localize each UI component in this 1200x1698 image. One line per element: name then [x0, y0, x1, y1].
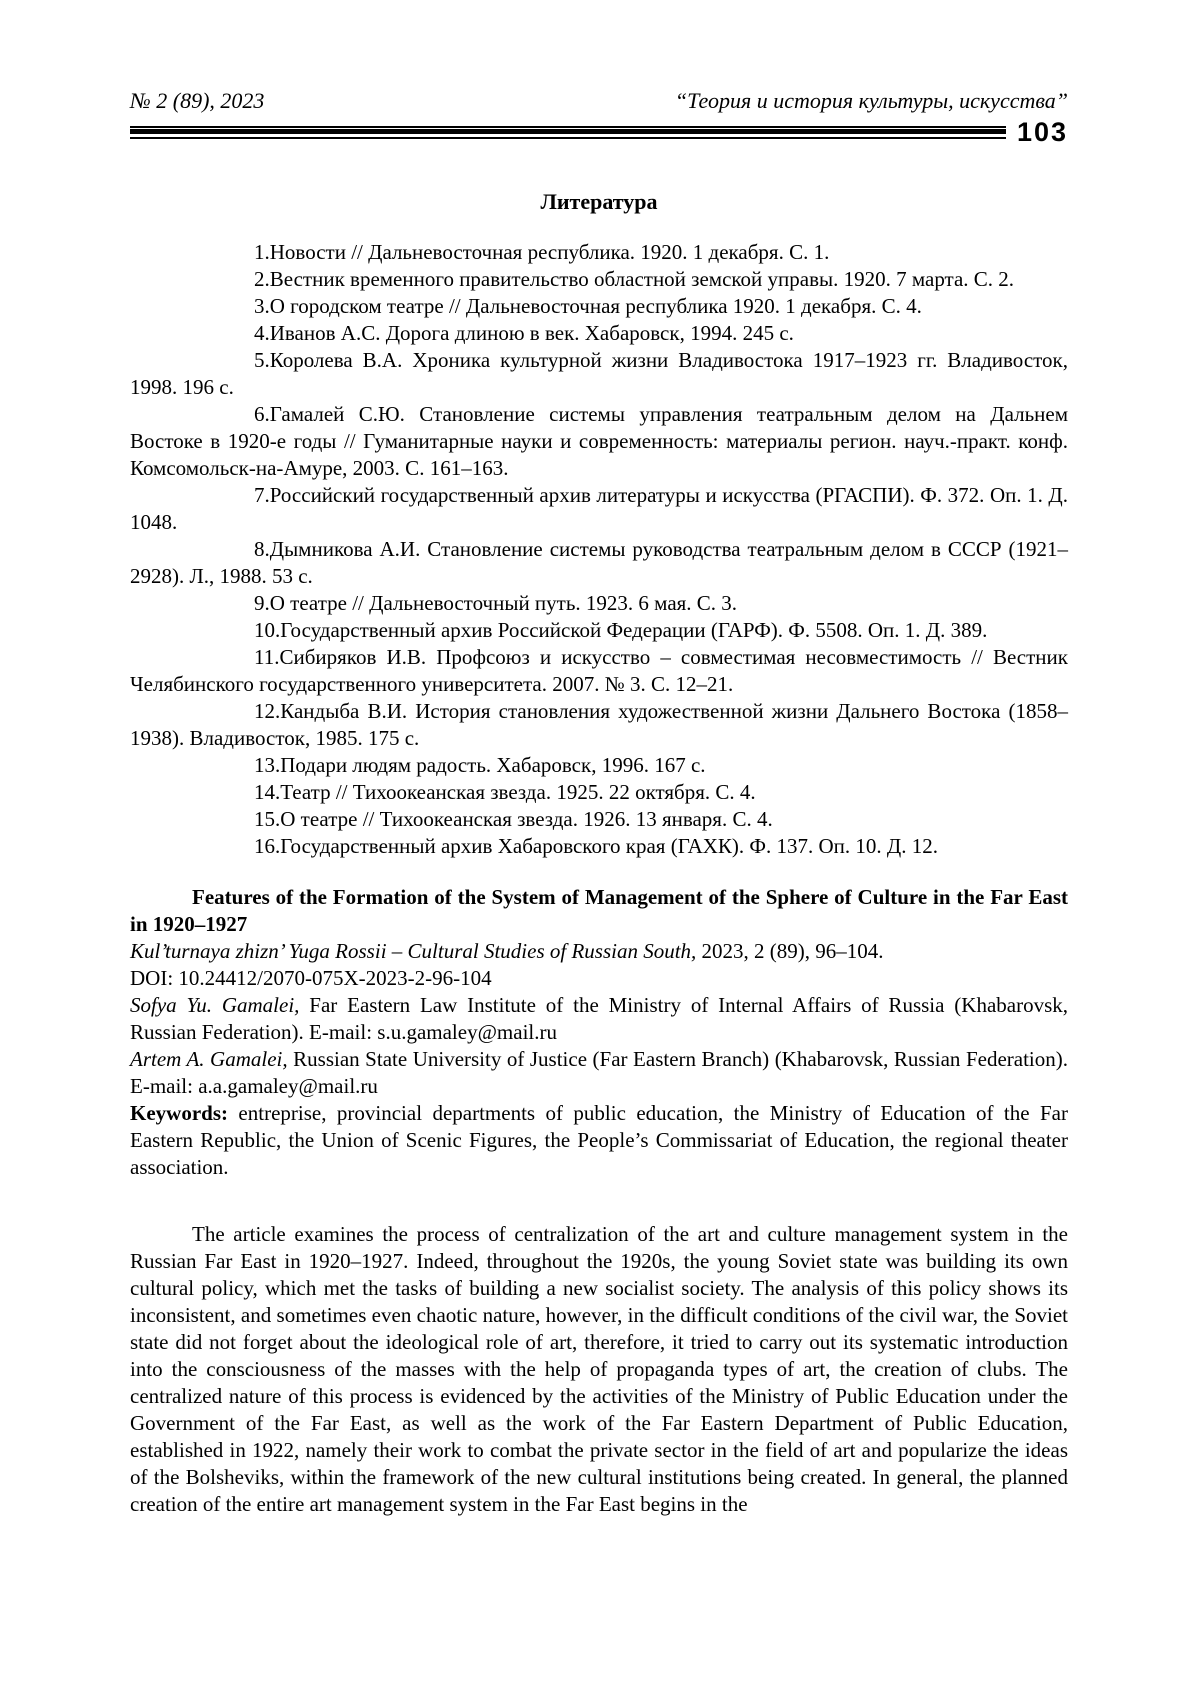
- literature-heading: Литература: [540, 189, 658, 214]
- reference-number: 9.: [254, 591, 270, 615]
- reference-text: О городском театре // Дальневосточная республика 1920. 1 декабря. С. 4.: [269, 294, 922, 318]
- reference-item: [130, 833, 1068, 860]
- header-rule-row: [130, 119, 1068, 146]
- reference-text: Государственный архив Хабаровского края (ГАХК). Ф. 137. Оп. 10. Д. 12.: [280, 834, 938, 858]
- reference-text: Дымникова А.И. Становление системы руководства театральным делом в СССР (1921–2928). Л., 1988. 53 с.: [130, 537, 1068, 588]
- reference-text: Театр // Тихоокеанская звезда. 1925. 22 октября. С. 4.: [280, 780, 756, 804]
- reference-text: О театре // Тихоокеанская звезда. 1926. 13 января. С. 4.: [280, 807, 773, 831]
- abstract-paragraph: The article examines the process of centralization of the art and culture management system in the Russian Far East in 1920–1927. Indeed, throughout the 1920s, the young Soviet state was building its own cultural policy, which met the tasks of building a new socialist society. The analysis of this policy shows its inconsistent, and sometimes even chaotic nature, however, in the difficult conditions of the civil war, the Soviet state did not forget about the ideological role of art, therefore, it tried to carry out its systematic introduction into the consciousness of the masses with the help of propaganda types of art, the creation of clubs. The centralized nature of this process is evidenced by the activities of the Ministry of Public Education under the Government of the Far East, as well as the work of the Far Eastern Department of Public Education, established in 1922, namely their work to combat the private sector in the field of art and popularize the ideas of the Bolsheviks, within the framework of the new cultural institutions being created. In general, the planned creation of the entire art management system in the Far East begins in the: [130, 1222, 1068, 1516]
- reference-text: Королева В.А. Хроника культурной жизни Владивостока 1917–1923 гг. Владивосток, 1998. 196 с.: [130, 348, 1068, 399]
- page-content: [130, 88, 1068, 1518]
- page-number: 103: [1016, 117, 1068, 147]
- reference-number: 11.: [254, 645, 280, 669]
- article-title-en: Features of the Formation of the System of Management of the Sphere of Culture in the Far East in 1920–1927: [130, 885, 1068, 936]
- reference-text: Иванов А.С. Дорога длиною в век. Хабаровск, 1994. 245 с.: [269, 321, 794, 345]
- reference-number: 3.: [254, 294, 270, 318]
- author-name: Sofya Yu. Gamalei,: [130, 993, 300, 1017]
- reference-item: [130, 347, 1068, 401]
- header-rule-thin-bottom: [130, 137, 1006, 139]
- reference-item: [130, 239, 1068, 266]
- reference-number: 10.: [254, 618, 281, 642]
- header-rule-thick: [130, 129, 1006, 134]
- reference-item: [130, 293, 1068, 320]
- issue-label: № 2 (89), 2023: [130, 88, 265, 113]
- reference-number: 4.: [254, 321, 270, 345]
- english-metadata-block: [130, 884, 1068, 1181]
- keywords-line: [130, 1100, 1068, 1181]
- author-name: Artem A. Gamalei,: [130, 1047, 288, 1071]
- header-rule-thin-top: [130, 126, 1006, 128]
- reference-number: 13.: [254, 753, 281, 777]
- reference-text: О театре // Дальневосточный путь. 1923. 6 мая. С. 3.: [269, 591, 738, 615]
- journal-name-translit: Kul’turnaya zhizn’ Yuga Rossii – Cultural Studies of Russian South,: [130, 939, 697, 963]
- journal-title-quote: “Теория и история культуры, искусства”: [674, 88, 1068, 113]
- reference-item: [130, 806, 1068, 833]
- reference-text: Российский государственный архив литературы и искусства (РГАСПИ). Ф. 372. Оп. 1. Д. 1048.: [130, 483, 1068, 534]
- author-line: [130, 1046, 1068, 1100]
- reference-number: 16.: [254, 834, 281, 858]
- reference-number: 2.: [254, 267, 270, 291]
- reference-item: [130, 617, 1068, 644]
- reference-item: [130, 779, 1068, 806]
- reference-item: [130, 644, 1068, 698]
- reference-list: [130, 239, 1068, 860]
- keywords-label: Keywords:: [130, 1101, 228, 1125]
- reference-item: [130, 320, 1068, 347]
- author-affiliation: Russian State University of Justice (Far Eastern Branch) (Khabarovsk, Russian Federation). E-mail: a.a.gamaley@mail.ru: [130, 1047, 1068, 1098]
- reference-text: Государственный архив Российской Федерации (ГАРФ). Ф. 5508. Оп. 1. Д. 389.: [280, 618, 988, 642]
- author-line: [130, 992, 1068, 1046]
- reference-item: [130, 401, 1068, 482]
- reference-number: 15.: [254, 807, 281, 831]
- running-header: [130, 88, 1068, 114]
- reference-item: [130, 482, 1068, 536]
- reference-text: Подари людям радость. Хабаровск, 1996. 167 с.: [280, 753, 706, 777]
- reference-item: [130, 752, 1068, 779]
- reference-text: Гамалей С.Ю. Становление системы управления театральным делом на Дальнем Востоке в 1920-е годы // Гуманитарные науки и современность: материалы регион. науч.-практ. конф. Комсомольск-на-Амуре, 2003. С. 161–163.: [130, 402, 1068, 480]
- reference-item: [130, 536, 1068, 590]
- reference-text: Кандыба В.И. История становления художественной жизни Дальнего Востока (1858–1938). Владивосток, 1985. 175 с.: [130, 699, 1068, 750]
- reference-item: [130, 266, 1068, 293]
- reference-number: 1.: [254, 240, 270, 264]
- reference-text: Новости // Дальневосточная республика. 1920. 1 декабря. С. 1.: [269, 240, 830, 264]
- reference-item: [130, 698, 1068, 752]
- author-affiliation: Far Eastern Law Institute of the Ministry of Internal Affairs of Russia (Khabarovsk, Russian Federation). E-mail: s.u.gamaley@mail.ru: [130, 993, 1069, 1044]
- doi-line: DOI: 10.24412/2070-075X-2023-2-96-104: [130, 966, 492, 990]
- reference-number: 14.: [254, 780, 281, 804]
- journal-citation-line: [130, 938, 1068, 965]
- reference-text: Сибиряков И.В. Профсоюз и искусство – совместимая несовместимость // Вестник Челябинского государственного университета. 2007. № 3. С. 12–21.: [130, 645, 1068, 696]
- reference-number: 6.: [254, 402, 270, 426]
- keywords-text: entreprise, provincial departments of public education, the Ministry of Education of the Far Eastern Republic, the Union of Scenic Figures, the People’s Commissariat of Education, the regional theater association.: [130, 1101, 1068, 1179]
- reference-number: 5.: [254, 348, 270, 372]
- reference-number: 8.: [254, 537, 270, 561]
- journal-citation-rest: 2023, 2 (89), 96–104.: [696, 939, 884, 963]
- reference-text: Вестник временного правительство областной земской управы. 1920. 7 марта. С. 2.: [269, 267, 1015, 291]
- reference-number: 12.: [254, 699, 281, 723]
- reference-item: [130, 590, 1068, 617]
- reference-number: 7.: [254, 483, 270, 507]
- header-rule: [130, 126, 1006, 139]
